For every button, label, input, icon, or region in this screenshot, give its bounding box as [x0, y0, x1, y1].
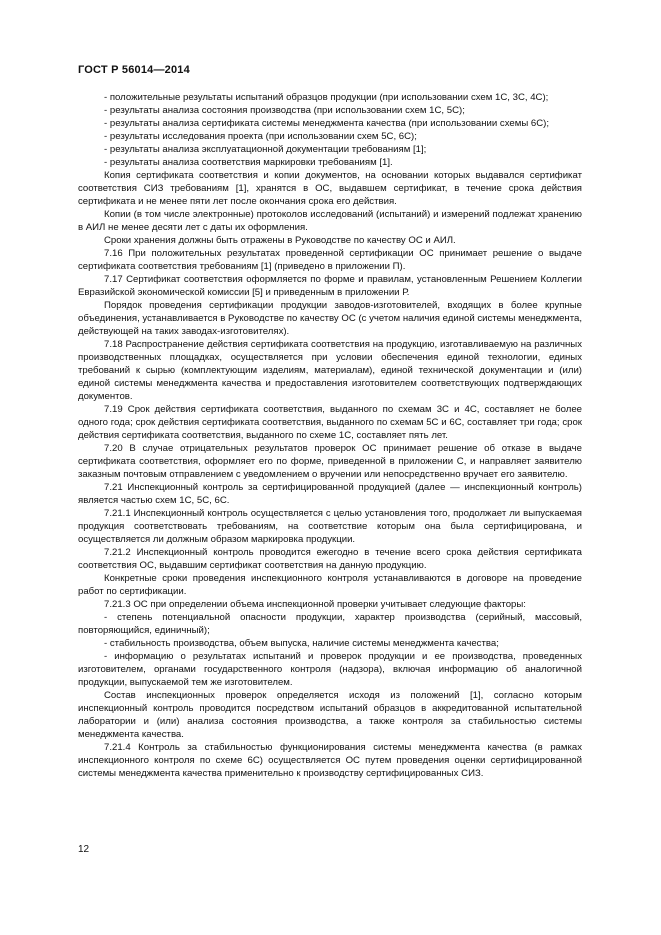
paragraph: 7.21.1 Инспекционный контроль осуществляется с целью установления того, продолжает ли выпускаемая продукция соответствовать требованиям, на соответствие которым она была сертифицирована, и осуществляется ли должным образом маркировка продукции. [78, 508, 582, 545]
paragraph: Сроки хранения должны быть отражены в Руководстве по качеству ОС и АИЛ. [104, 235, 456, 246]
paragraph: Порядок проведения сертификации продукции заводов-изготовителей, входящих в более крупные объединения, устанавливается в Руководстве по качеству ОС (с учетом наличия единой системы менеджмента, действующей на таких заводах-изготовителях). [78, 300, 582, 337]
paragraph: - стабильность производства, объем выпуска, наличие системы менеджмента качества; [104, 638, 499, 649]
paragraph: - результаты анализа сертификата системы менеджмента качества (при использовании схемы 6С); [104, 118, 550, 129]
paragraph: - результаты анализа соответствия маркировки требованиям [1]. [104, 157, 393, 168]
paragraph: 7.16 При положительных результатах проведенной сертификации ОС принимает решение о выдаче сертификата соответствия требованиям [1] (приведено в приложении П). [78, 248, 582, 272]
paragraph: 7.21.3 ОС при определении объема инспекционной проверки учитывает следующие факторы: [104, 599, 526, 610]
page-number: 12 [78, 844, 90, 855]
standard-designation: ГОСТ Р 56014—2014 [78, 64, 190, 76]
paragraph: 7.21.4 Контроль за стабильностью функционирования системы менеджмента качества (в рамках инспекционного контроля по схеме 6С) осуществляется ОС путем проведения оценки сертифицированной системы менеджмента качества применительно к производству сертифицированных СИЗ. [78, 742, 582, 779]
paragraph: - информацию о результатах испытаний и проверок продукции и ее производства, проведенных изготовителем, органами государственного контроля (надзора), включая информацию об аналогичной продукции, выпускаемой тем же изготовителем. [78, 651, 582, 688]
paragraph: 7.21.2 Инспекционный контроль проводится ежегодно в течение всего срока действия сертификата соответствия ОС, выдавшим сертификат соответствия на данную продукцию. [78, 547, 582, 571]
paragraph: Конкретные сроки проведения инспекционного контроля устанавливаются в договоре на проведение работ по сертификации. [78, 573, 582, 597]
paragraph: 7.21 Инспекционный контроль за сертифицированной продукцией (далее — инспекционный контроль) является частью схем 1С, 5С, 6С. [78, 482, 582, 506]
paragraph: Копия сертификата соответствия и копии документов, на основании которых выдавался сертификат соответствия СИЗ требованиям [1], хранятся в ОС, выдавшем сертификат, в течение срока действия сертификата и не менее пяти лет после окончания срока его действия. [78, 170, 582, 207]
paragraph: Состав инспекционных проверок определяется исходя из положений [1], согласно которым инспекционный контроль проводится посредством испытаний образцов в аккредитованной испытательной лаборатории и (или) анализа состояния производства, а также контроля за стабильностью системы менеджмента качества. [78, 690, 582, 740]
paragraph: 7.18 Распространение действия сертификата соответствия на продукцию, изготавливаемую на различных производственных площадках, осуществляется при условии обеспечения единой технологии, единых требований к сырью (комплектующим изделиям, материалам), единой технической документации и (или) единой системы менеджмента качества и предоставления изготовителем соответствующих подтверждающих документов. [78, 339, 582, 402]
paragraph: - результаты исследования проекта (при использовании схем 5С, 6С); [104, 131, 417, 142]
paragraph: - степень потенциальной опасности продукции, характер производства (серийный, массовый, повторяющийся, единичный); [78, 612, 582, 636]
paragraph: - результаты анализа эксплуатационной документации требованиям [1]; [104, 144, 427, 155]
paragraph: 7.19 Срок действия сертификата соответствия, выданного по схемам 3С и 4С, составляет не более одного года; срок действия сертификата соответствия, выданного по схемам 5С и 6С, составляет три года; срок действия сертификата соответствия, выданного по схеме 1С, составляет пять лет. [78, 404, 582, 441]
paragraph: Копии (в том числе электронные) протоколов исследований (испытаний) и измерений подлежат хранению в АИЛ не менее десяти лет с даты их оформления. [78, 209, 582, 233]
paragraph: - результаты анализа состояния производства (при использовании схем 1С, 5С); [104, 105, 465, 116]
paragraph: - положительные результаты испытаний образцов продукции (при использовании схем 1С, 3С, 4С); [104, 92, 549, 103]
paragraph: 7.20 В случае отрицательных результатов проверок ОС принимает решение об отказе в выдаче сертификата соответствия, оформляет его по форме, приведенной в приложении С, и направляет заявителю заказным почтовым отправлением с уведомлением о вручении или непосредственно вручает его заявителю. [78, 443, 582, 480]
document-body [78, 91, 582, 780]
paragraph: 7.17 Сертификат соответствия оформляется по форме и правилам, установленным Решением Коллегии Евразийской экономической комиссии [5] и приведенным в приложении Р. [78, 274, 582, 298]
